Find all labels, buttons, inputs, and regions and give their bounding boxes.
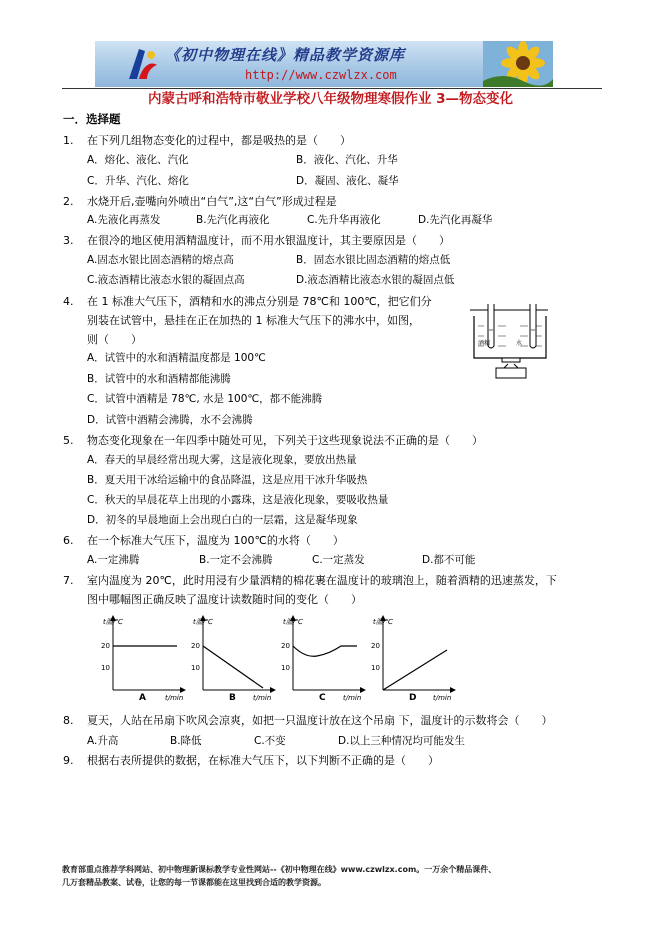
q2-number: 2. — [63, 195, 74, 208]
q3-option-a: A.固态水银比固态酒精的熔点高 — [87, 254, 234, 266]
q9-stem: 根据右表所提供的数据，在标准大气压下，以下判断不正确的是（ ） — [87, 754, 439, 767]
q6-option-d: D.都不可能 — [422, 554, 476, 566]
q7-graph-d — [371, 618, 453, 703]
q7-number: 7. — [63, 574, 74, 587]
q7-graph-a-label: A — [139, 693, 146, 703]
q7-graph-d-tick20: 20 — [371, 642, 380, 650]
q4-figure-label-water: 水 — [516, 340, 523, 347]
sunflower-icon — [483, 41, 553, 87]
q3-option-b: B．固态水银比固态酒精的熔点低 — [296, 254, 451, 266]
q9-number: 9. — [63, 754, 74, 767]
q4-stem-line2: 别装在试管中，悬挂在正在加热的 1 标准大气压下的沸水中，如图， — [87, 314, 420, 327]
q5-option-a: A．春天的早晨经常出现大雾，这是液化现象，要放出热量 — [87, 454, 357, 466]
q7-graph-c-tick10: 10 — [281, 664, 290, 672]
q7-graph-a-tick10: 10 — [101, 664, 110, 672]
page-title: 内蒙古呼和浩特市敬业学校八年级物理寒假作业 3—物态变化 — [147, 91, 514, 107]
q8-number: 8. — [63, 714, 74, 727]
q7-graph-a-tick20: 20 — [101, 642, 110, 650]
q7-graph-b — [191, 618, 273, 703]
q4-option-c: C．试管中酒精是 78℃, 水是 100℃，都不能沸腾 — [87, 393, 323, 405]
q5-stem: 物态变化现象在一年四季中随处可见，下列关于这些现象说法不正确的是（ ） — [87, 434, 483, 447]
q4-option-b: B．试管中的水和酒精都能沸腾 — [87, 373, 231, 385]
q7-graph-b-ylabel: t温/℃ — [193, 618, 213, 626]
q7-graph-a — [101, 618, 183, 703]
q7-graph-d-label: D — [409, 693, 417, 703]
q3-option-d: D.液态酒精比液态水银的凝固点低 — [296, 274, 455, 286]
q7-graph-d-ylabel: t温/℃ — [373, 618, 393, 626]
q6-stem: 在一个标准大气压下，温度为 100℃的水将（ ） — [87, 534, 344, 547]
q6-option-a: A.一定沸腾 — [87, 554, 140, 566]
q7-stem-line2: 图中哪幅图正确反映了温度计读数随时间的变化（ ） — [87, 593, 362, 606]
q7-graph-a-ylabel: t温/℃ — [103, 618, 123, 626]
q1-option-b: B．液化、汽化、升华 — [296, 154, 398, 166]
q8-option-a: A.升高 — [87, 735, 119, 747]
q4-number: 4. — [63, 295, 74, 308]
q7-graph-b-tick20: 20 — [191, 642, 200, 650]
banner-title: 《初中物理在线》精品教学资源库 — [165, 46, 406, 64]
q7-graphs — [95, 612, 475, 704]
q3-number: 3. — [63, 234, 74, 247]
q7-graph-d-xlabel: t/min — [433, 694, 452, 702]
q2-stem: 水烧开后,壶嘴向外喷出“白气”,这“白气”形成过程是 — [87, 195, 337, 208]
footer-line-1: 教育部重点推荐学科网站、初中物理新课标教学专业性网站--《初中物理在线》www.czwlzx.com。一万余个精品课件、 — [62, 865, 497, 874]
q7-graph-b-xlabel: t/min — [253, 694, 272, 702]
q1-option-d: D．凝固、液化、凝华 — [296, 175, 399, 187]
q1-option-a: A．熔化、液化、汽化 — [87, 154, 189, 166]
footer-line-2: 几万套精品教案、试卷，让您的每一节课都能在这里找到合适的教学资源。 — [62, 878, 326, 887]
q8-stem: 夏天，人站在吊扇下吹风会凉爽，如把一只温度计放在这个吊扇 下，温度计的示数将会（ ） — [87, 714, 553, 727]
q2-option-a: A.先液化再蒸发 — [87, 214, 161, 226]
q8-option-d: D.以上三种情况均可能发生 — [338, 735, 465, 747]
header-banner — [95, 41, 553, 87]
q6-option-c: C.一定蒸发 — [312, 554, 365, 566]
site-logo-icon — [125, 45, 161, 83]
q5-number: 5. — [63, 434, 74, 447]
page-footer — [62, 863, 622, 889]
q5-option-c: C．秋天的早晨花草上出现的小露珠，这是液化现象，要吸收热量 — [87, 494, 389, 506]
q3-option-c: C.液态酒精比液态水银的凝固点高 — [87, 274, 245, 286]
q1-stem: 在下列几组物态变化的过程中，都是吸热的是（ ） — [87, 134, 351, 147]
q8-option-b: B.降低 — [170, 735, 202, 747]
q5-option-d: D．初冬的早晨地面上会出现白白的一层霜，这是凝华现象 — [87, 514, 358, 526]
q4-figure-label-alcohol: 酒精 — [478, 340, 491, 347]
q6-option-b: B.一定不会沸腾 — [199, 554, 273, 566]
q4-stem-line1: 在 1 标准大气压下，酒精和水的沸点分别是 78℃和 100℃，把它们分 — [87, 295, 432, 308]
q6-number: 6. — [63, 534, 74, 547]
q2-option-b: B.先汽化再液化 — [196, 214, 270, 226]
q7-graph-b-tick10: 10 — [191, 664, 200, 672]
q8-option-c: C.不变 — [254, 735, 286, 747]
q3-stem: 在很冷的地区使用酒精温度计，而不用水银温度计，其主要原因是（ ） — [87, 234, 450, 247]
q7-graph-c — [281, 618, 363, 703]
section-title: 一．选择题 — [63, 112, 121, 126]
q7-graph-c-tick20: 20 — [281, 642, 290, 650]
q4-option-d: D．试管中酒精会沸腾，水不会沸腾 — [87, 414, 253, 426]
banner-url[interactable]: http://www.czwlzx.com — [245, 68, 397, 82]
q5-option-b: B．夏天用干冰给运输中的食品降温，这是应用干冰升华吸热 — [87, 474, 368, 486]
q7-graph-c-xlabel: t/min — [343, 694, 362, 702]
q1-option-c: C．升华、汽化、熔化 — [87, 175, 189, 187]
q7-graph-d-tick10: 10 — [371, 664, 380, 672]
q2-option-c: C.先升华再液化 — [307, 214, 381, 226]
q7-graph-a-xlabel: t/min — [165, 694, 184, 702]
q7-graph-c-label: C — [319, 693, 326, 703]
q4-stem-line3: 则（ ） — [87, 333, 142, 346]
q7-graph-b-label: B — [229, 693, 236, 703]
q2-option-d: D.先汽化再凝华 — [418, 214, 493, 226]
q7-stem-line1: 室内温度为 20℃，此时用浸有少量酒精的棉花裹在温度计的玻璃泡上，随着酒精的迅速蒸发，下 — [87, 574, 557, 587]
q4-option-a: A．试管中的水和酒精温度都是 100℃ — [87, 352, 266, 364]
q4-apparatus-figure — [468, 300, 550, 380]
header-divider — [62, 88, 602, 89]
q7-graph-c-ylabel: t温/℃ — [283, 618, 303, 626]
q1-number: 1. — [63, 134, 74, 147]
